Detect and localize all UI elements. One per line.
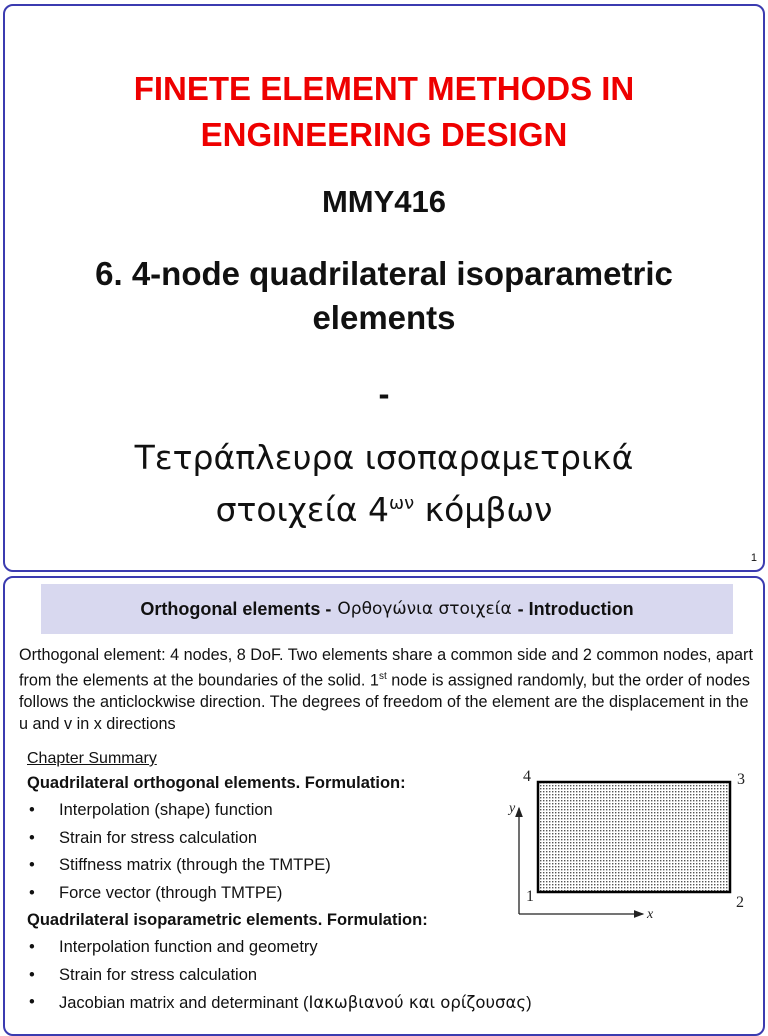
- page-number: 1: [750, 552, 757, 564]
- title-line-1: FINETE ELEMENT METHODS IN: [133, 70, 635, 107]
- intro-sup: st: [378, 671, 387, 682]
- list-item: • Interpolation function and geometry: [27, 934, 547, 962]
- orthogonal-list: [27, 797, 547, 907]
- banner-part-b: - Introduction: [517, 598, 634, 619]
- list-item: • Strain for stress calculation: [27, 825, 547, 853]
- node-3-label: 3: [737, 771, 745, 788]
- list-item: • Stiffness matrix (through the TMTPE): [27, 852, 547, 880]
- orthogonal-formulation-heading: Quadrilateral orthogonal elements. Formulation:: [27, 774, 406, 792]
- banner-part-a: Orthogonal elements -: [140, 598, 332, 619]
- list-item: • Force vector (through TMTPE): [27, 880, 547, 908]
- list-item: • Interpolation (shape) function: [27, 797, 547, 825]
- intro-part-a: Orthogonal element: 4 nodes, 8 DoF. Two elements share a common side and 2 common nodes, apart from the elements at the boundaries of the solid. 1: [19, 646, 753, 690]
- isoparametric-formulation-heading: Quadrilateral isoparametric elements. Formulation:: [27, 911, 428, 929]
- banner-greek: Ορθογώνια στοιχεία: [337, 599, 512, 619]
- slide-2: [3, 576, 765, 1036]
- greek-title-part-b: κόμβων: [414, 490, 553, 529]
- jacobian-part-b: ): [526, 994, 532, 1012]
- chapter-summary: [27, 748, 547, 1018]
- element-rectangle: [538, 782, 730, 892]
- subtitle-line-2: elements: [312, 299, 456, 336]
- element-diagram: [501, 764, 761, 922]
- title-line-2: ENGINEERING DESIGN: [200, 116, 568, 153]
- isoparametric-list: [27, 934, 547, 1018]
- jacobian-part-a: Jacobian matrix and determinant (: [59, 994, 309, 1012]
- slide-1: [3, 4, 765, 572]
- node-1-label: 1: [526, 888, 534, 905]
- list-item: • Strain for stress calculation: [27, 962, 547, 990]
- intro-part-b: node is assigned randomly, but the order of nodes follows the anticlockwise direction. The degrees of freedom of the element are the displacement in the u and v in x directions: [19, 671, 750, 734]
- greek-title-sup: ων: [389, 493, 415, 514]
- x-axis-label: x: [647, 907, 654, 922]
- chapter-summary-heading: Chapter Summary: [27, 750, 157, 767]
- course-code: MMY416: [321, 184, 447, 219]
- greek-title-part-a: στοιχεία 4: [215, 490, 390, 529]
- title-dash: -: [378, 375, 390, 412]
- subtitle-line-1: 6. 4-node quadrilateral isoparametric: [95, 255, 673, 292]
- list-item: [27, 989, 547, 1018]
- greek-title-line-1: Τετράπλευρα ισοπαραμετρικά: [134, 438, 634, 477]
- section-banner: [41, 584, 733, 634]
- intro-paragraph: [19, 644, 759, 735]
- node-2-label: 2: [736, 894, 744, 911]
- y-axis-label: y: [509, 801, 516, 816]
- greek-title-line-2: [5, 482, 763, 532]
- jacobian-greek: Ιακωβιανού και ορίζουσας: [308, 993, 527, 1012]
- node-4-label: 4: [523, 768, 531, 785]
